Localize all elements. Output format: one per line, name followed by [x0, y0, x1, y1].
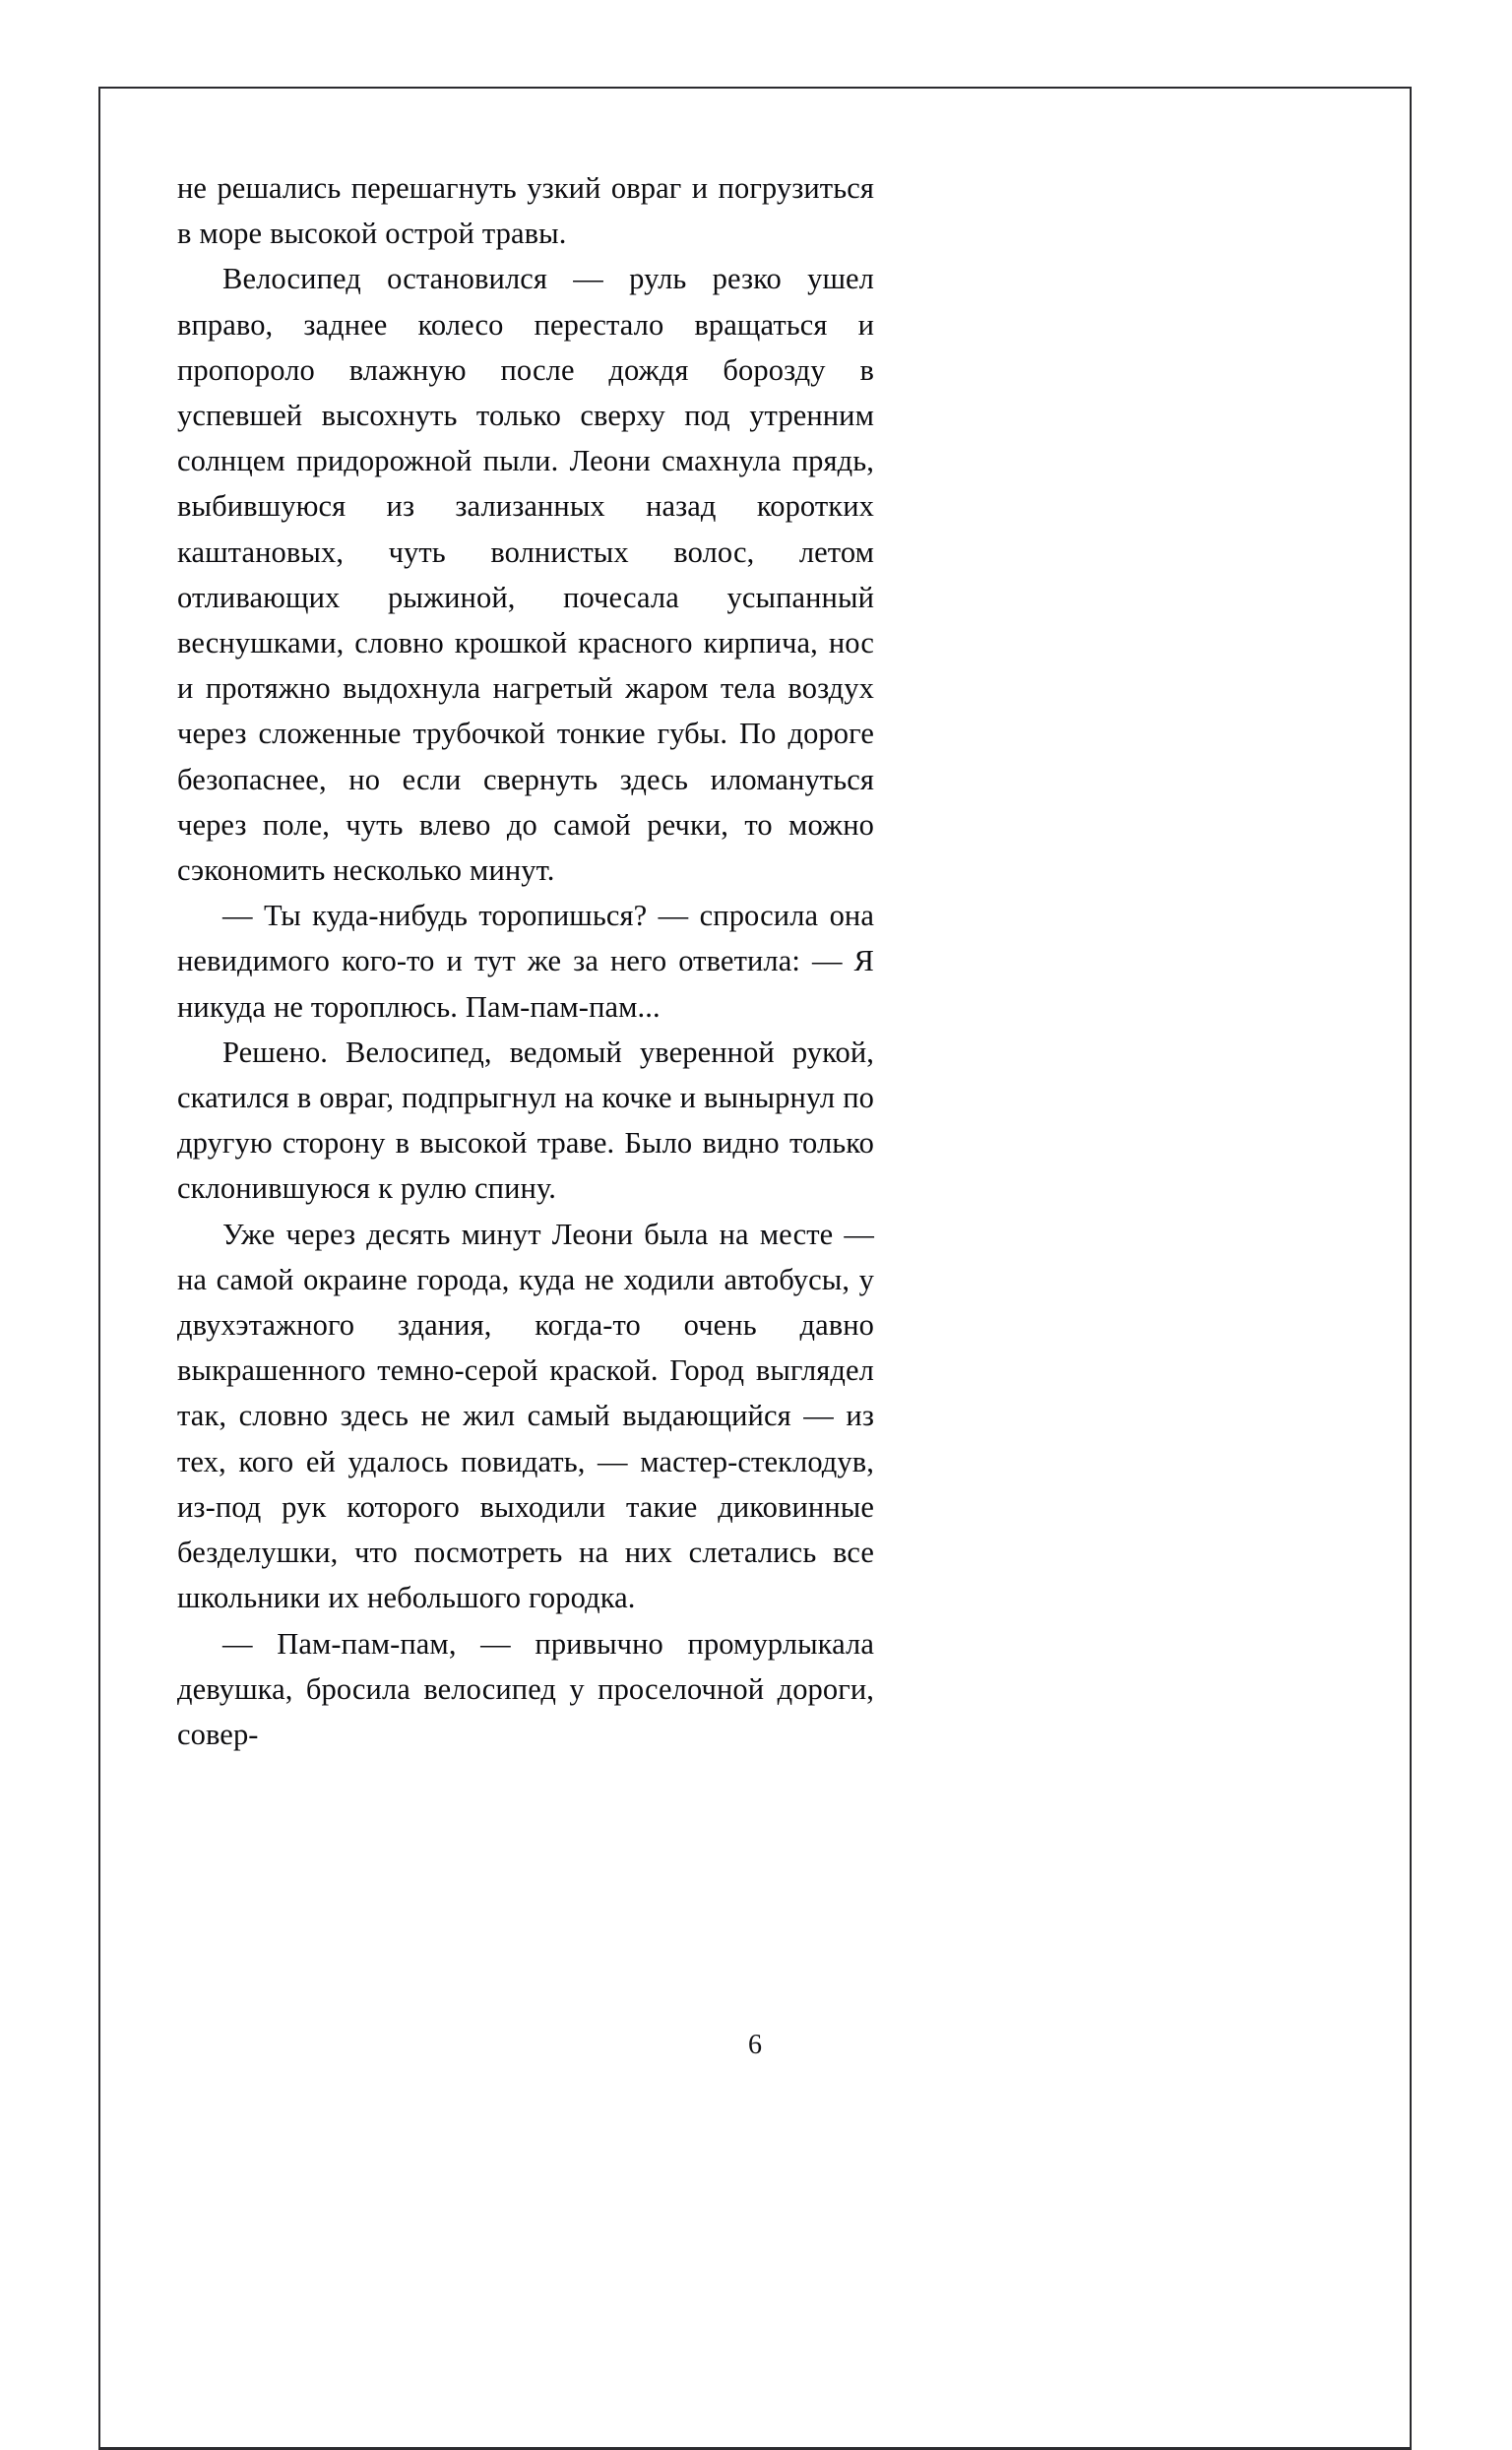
paragraph-5: Уже через десять минут Леони была на месте — на самой окраине города, куда не ходили автобусы, у двухэтажного здания, когда-то очень давно выкрашенного темно-серой краской. Город выглядел так, словно здесь не жил самый выдающийся — из тех, кого ей удалось повидать, — мастер-стеклодув, из-под рук которого выходили такие диковинные безделушки, что посмотреть на них слетались все школьники их небольшого городка.	[177, 1217, 874, 1615]
paragraph-3: — Ты куда-нибудь торопишься? — спросила она невидимого кого-то и тут же за него ответила: — Я никуда не тороплюсь. Пам-пам-пам...	[177, 899, 874, 1024]
paragraph-2: Велосипед остановился — руль резко ушел вправо, заднее колесо перестало вращаться и пропороло влажную после дождя борозду в успевшей высохнуть только сверху под утренним солнцем придорожной пыли. Леони смахнула прядь, выбившуюся из зализанных назад коротких каштановых, чуть волнистых волос, летом отливающих рыжиной, почесала усыпанный веснушками, словно крошкой красного кирпича, нос и протяжно выдохнула нагретый жаром тела воздух через сложенные трубочкой тонкие губы. По дороге безопаснее, но если свернуть здесь иломануться через поле, чуть влево до самой речки, то можно сэкономить несколько минут.	[177, 262, 874, 888]
page-text-column	[177, 165, 874, 1757]
paragraph-1: не решались перешагнуть узкий овраг и погрузиться в море высокой острой травы.	[177, 171, 874, 251]
paragraph-6: — Пам-пам-пам, — привычно промурлыкала девушка, бросила велосипед у проселочной дороги, совер-	[177, 1626, 874, 1751]
page-number: 6	[748, 2030, 762, 2060]
book-page-sheet	[98, 87, 1412, 2450]
paragraph-4: Решено. Велосипед, ведомый уверенной рукой, скатился в овраг, подпрыгнул на кочке и вынырнул по другую сторону в высокой траве. Было видно только склонившуюся к рулю спину.	[177, 1035, 874, 1206]
